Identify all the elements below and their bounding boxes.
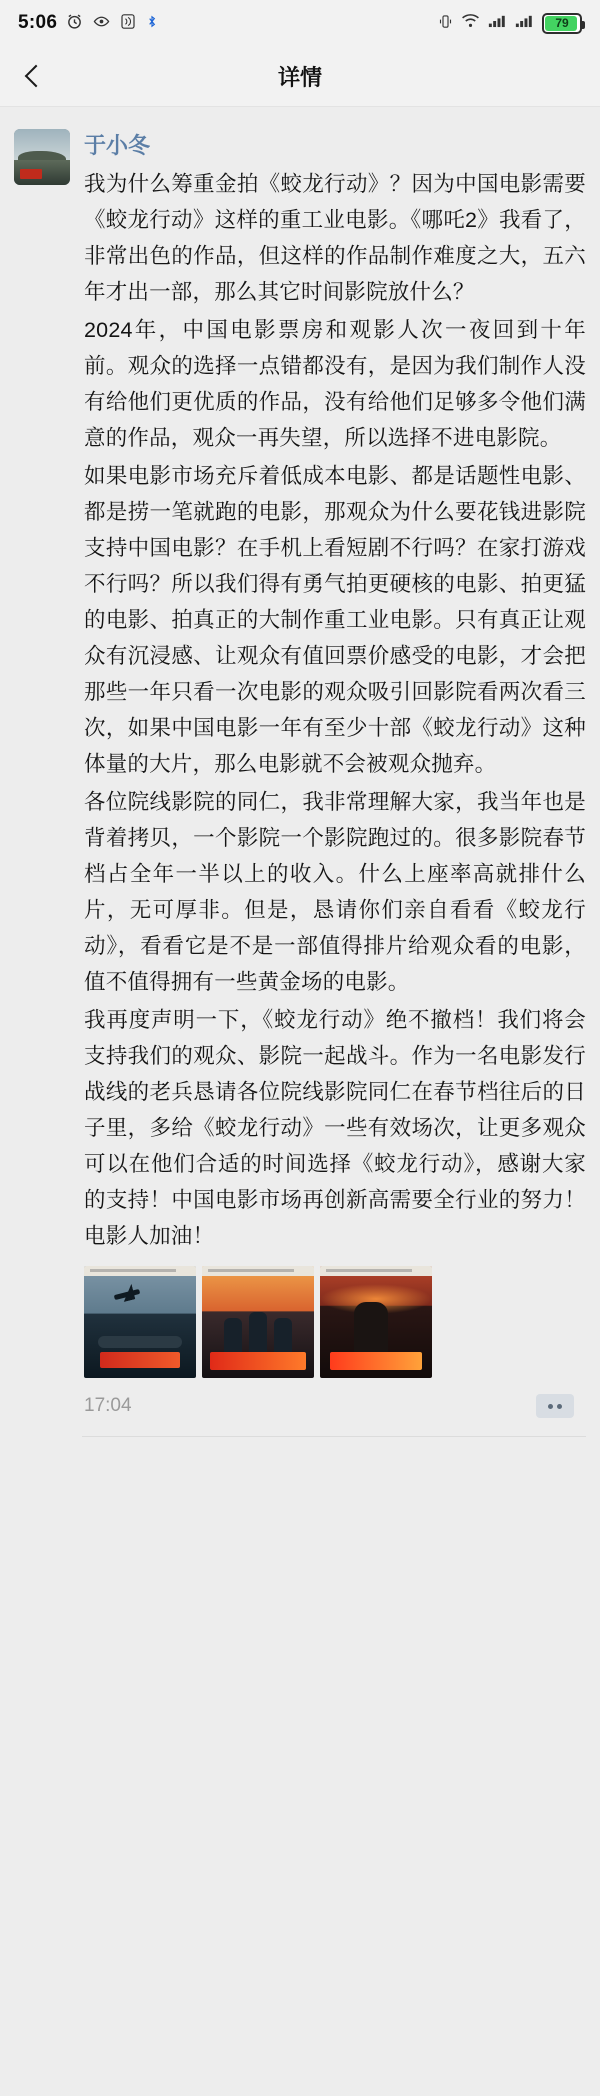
post-paragraph-1: 我为什么筹重金拍《蛟龙行动》？因为中国电影需要《蛟龙行动》这样的重工业电影。《哪吒2》我看了，非常出色的作品，但这样的作品制作难度之大，五六年才出一部，那么其它时间影院放什么？: [84, 172, 586, 304]
eye-icon: [92, 13, 111, 34]
back-button[interactable]: [14, 46, 58, 106]
status-time: 5:06: [18, 12, 58, 33]
post-paragraph-3: 如果电影市场充斥着低成本电影、都是话题性电影、都是捞一笔就跑的电影，那观众为什么要花钱进影院支持中国电影？在手机上看短剧不行吗？在家打游戏不行吗？所以我们得有勇气拍更硬核的电影、拍更猛的电影、拍真正的大制作重工业电影。只有真正让观众有沉浸感、让观众有值回票价感受的电影，才会把那些一年只看一次电影的观众吸引回影院看两次看三次，如果中国电影一年有至少十部《蛟龙行动》这种体量的大片，那么电影就不会被观众抛弃。: [84, 464, 586, 776]
post-paragraph-5: 我再度声明一下，《蛟龙行动》绝不撤档！我们将会支持我们的观众、影院一起战斗。作为一名电影发行战线的老兵恳请各位院线影院同仁在春节档往后的日子里，多给《蛟龙行动》一些有效场次，让更多观众可以在他们合适的时间选择《蛟龙行动》，感谢大家的支持！中国电影市场再创新高需要全行业的努力！电影人加油！: [84, 1008, 586, 1248]
poster-image-2[interactable]: [202, 1266, 314, 1378]
signal-one-icon: [488, 13, 507, 33]
divider: [82, 1436, 586, 1437]
detail-content: [0, 107, 600, 2096]
status-bar-right: [438, 13, 582, 34]
nav-bar: [0, 46, 600, 107]
status-bar: [0, 0, 600, 46]
alarm-icon: [66, 13, 83, 34]
signal-two-icon: [515, 13, 534, 33]
post-timestamp: 17:04: [84, 1395, 132, 1416]
avatar[interactable]: [14, 129, 70, 185]
post-body: [70, 129, 586, 1418]
vibrate-icon: [438, 13, 453, 34]
poster-image-1[interactable]: [84, 1266, 196, 1378]
post-author[interactable]: 于小冬: [84, 133, 151, 158]
wifi-icon: [461, 13, 480, 33]
bluetooth-icon: [145, 13, 159, 34]
status-bar-left: [18, 12, 159, 34]
post-paragraph-4: 各位院线影院的同仁，我非常理解大家，我当年也是背着拷贝，一个影院一个影院跑过的。很多影院春节档占全年一半以上的收入。什么上座率高就排什么片，无可厚非。但是，恳请你们亲自看看《蛟龙行动》，看看它是不是一部值得排片给观众看的电影，值不值得拥有一些黄金场的电影。: [84, 790, 586, 994]
post-paragraph-2: 2024年，中国电影票房和观影人次一夜回到十年前。观众的选择一点错都没有，是因为我们制作人没有给他们更优质的作品，没有给他们足够多令他们满意的作品，观众一再失望，所以选择不进电影院。: [84, 318, 586, 450]
more-actions-button[interactable]: [536, 1394, 574, 1418]
page-title: 详情: [277, 64, 322, 90]
post-images: [84, 1266, 586, 1378]
post: [0, 123, 600, 1418]
battery-indicator: [542, 13, 582, 34]
poster-image-3[interactable]: [320, 1266, 432, 1378]
battery-percent: 79: [555, 16, 569, 30]
chevron-left-icon: [25, 65, 48, 88]
post-footer: [84, 1394, 584, 1418]
nfc-icon: [120, 13, 136, 34]
